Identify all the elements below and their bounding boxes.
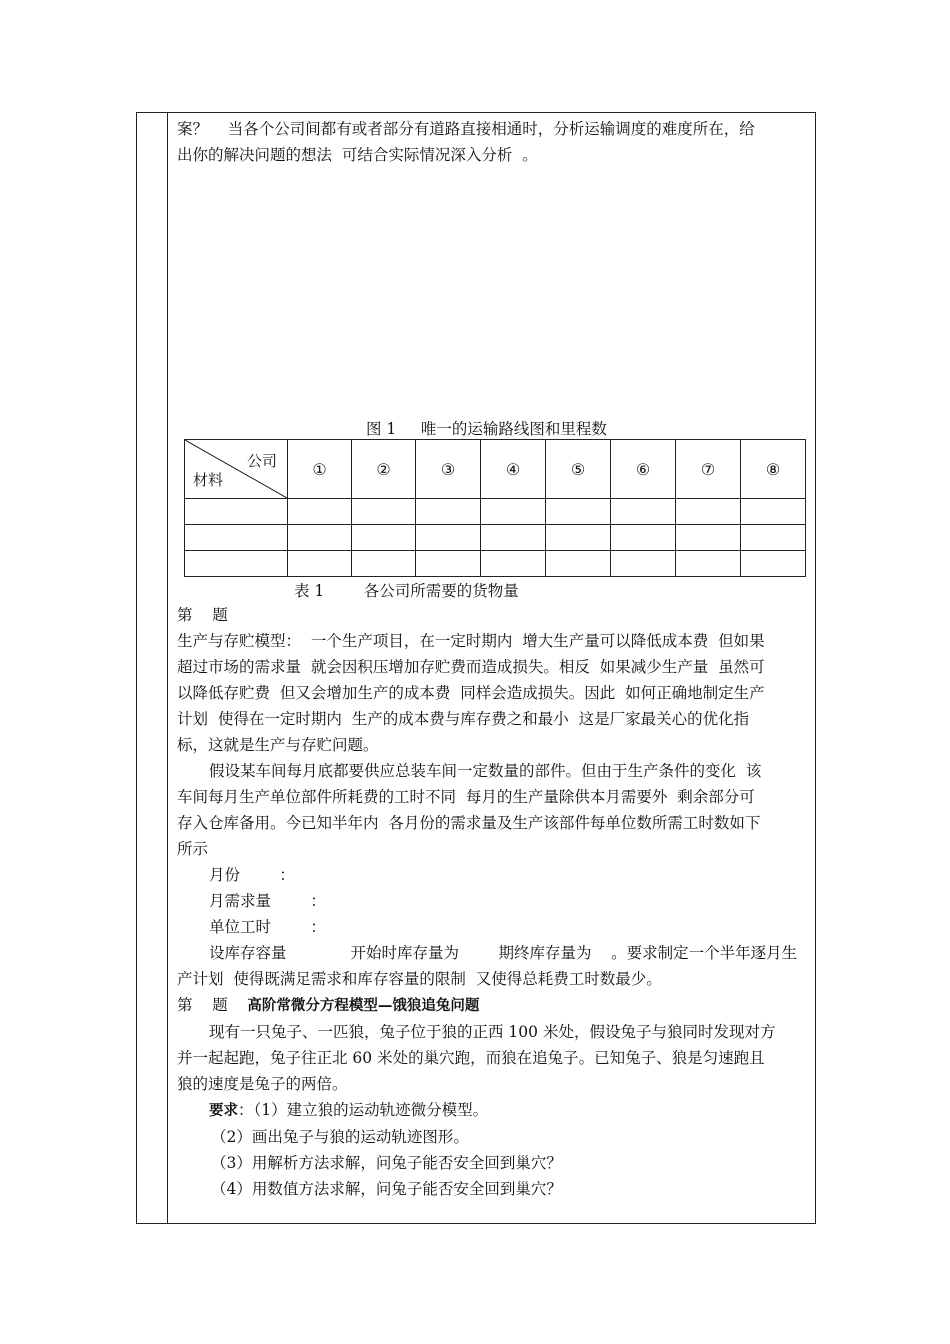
table-row — [185, 525, 806, 551]
column-header: ④ — [481, 440, 546, 499]
data-item: 单位工时 ： — [209, 918, 326, 936]
table-cell — [352, 499, 416, 525]
data-item: 月份 ： — [209, 866, 295, 884]
table-cell — [611, 499, 676, 525]
column-header: ③ — [416, 440, 481, 499]
paragraph-line: 以降低存贮费 但又会增加生产的成本费 同样会造成损失。因此 如何正确地制定生产 — [177, 684, 765, 702]
table-cell — [741, 551, 806, 577]
requirement-item: （2）画出兔子与狼的运动轨迹图形。 — [211, 1128, 469, 1146]
table-cell — [546, 525, 611, 551]
column-header: ⑧ — [741, 440, 806, 499]
table-cell — [741, 499, 806, 525]
table-cell — [676, 551, 741, 577]
table-cell — [185, 499, 288, 525]
paragraph-line: 设库存容量 开始时库存量为 期终库存量为 。要求制定一个半年逐月生 — [209, 944, 798, 962]
paragraph-line: 现有一只兔子、一匹狼，兔子位于狼的正西 100 米处，假设兔子与狼同时发现对方 — [209, 1023, 776, 1041]
table-cell — [611, 551, 676, 577]
paragraph-line: 所示 — [177, 840, 209, 858]
paragraph-line: 并一起起跑，兔子往正北 60 米处的巢穴跑，而狼在追兔子。已知兔子、狼是匀速跑且 — [177, 1049, 765, 1067]
intro-line: 案？ 当各个公司间都有或者部分有道路直接相通时，分析运输调度的难度所在，给 — [177, 120, 755, 138]
column-divider — [167, 112, 168, 1224]
requirement-item: （4）用数值方法求解，问兔子能否安全回到巢穴？ — [211, 1180, 562, 1198]
requirement-text: ：（1）建立狼的运动轨迹微分模型。 — [238, 1101, 489, 1119]
figure-1-caption: 图 1 唯一的运输路线图和里程数 — [366, 420, 607, 438]
table-cell — [288, 525, 352, 551]
column-header: ① — [288, 440, 352, 499]
table-cell — [546, 551, 611, 577]
table-cell — [352, 551, 416, 577]
section-a — [177, 602, 809, 1202]
table-row — [185, 551, 806, 577]
paragraph-line: 存入仓库备用。今已知半年内 各月份的需求量及生产该部件每单位数所需工时数如下 — [177, 814, 761, 832]
table-cell — [288, 499, 352, 525]
table-1-caption: 表 1 各公司所需要的货物量 — [294, 582, 519, 600]
table-cell — [676, 525, 741, 551]
paragraph-line: 狼的速度是兔子的两倍。 — [177, 1075, 348, 1093]
table-cell — [185, 551, 288, 577]
paragraph-line: 产计划 使得既满足需求和库存容量的限制 又使得总耗费工时数最少。 — [177, 970, 662, 988]
intro-block — [177, 116, 809, 168]
requirement-item — [177, 1097, 809, 1124]
column-header: ⑥ — [611, 440, 676, 499]
section-b-heading — [177, 992, 809, 1019]
section-a-heading: 第 题 — [177, 606, 228, 624]
table-cell — [481, 551, 546, 577]
column-header: ⑦ — [676, 440, 741, 499]
section-b-title: 高阶常微分方程模型—饿狼追兔问题 — [247, 998, 480, 1014]
table-cell — [416, 551, 481, 577]
paragraph-line: 标，这就是生产与存贮问题。 — [177, 736, 379, 754]
paragraph-line: 生产与存贮模型： 一个生产项目，在一定时期内 增大生产量可以降低成本费 但如果 — [177, 632, 765, 650]
table-cell — [481, 525, 546, 551]
intro-line: 出你的解决问题的想法 可结合实际情况深入分析 。 — [177, 146, 538, 164]
table-cell — [185, 525, 288, 551]
table-cell — [352, 525, 416, 551]
requirement-item: （3）用解析方法求解，问兔子能否安全回到巢穴？ — [211, 1154, 562, 1172]
column-header: ② — [352, 440, 416, 499]
requirements-label: 要求 — [209, 1103, 238, 1119]
diagonal-header-cell — [185, 440, 288, 499]
table-cell — [546, 499, 611, 525]
section-b-number: 第 题 — [177, 996, 248, 1014]
table-cell — [288, 551, 352, 577]
header-company-label: 公司 — [246, 452, 277, 470]
table-header-row — [185, 440, 806, 499]
table-cell — [416, 525, 481, 551]
paragraph-line: 计划 使得在一定时期内 生产的成本费与库存费之和最小 这是厂家最关心的优化指 — [177, 710, 750, 728]
table-cell — [481, 499, 546, 525]
header-material-label: 材料 — [193, 471, 224, 489]
column-header: ⑤ — [546, 440, 611, 499]
data-item: 月需求量 ： — [209, 892, 326, 910]
goods-table — [184, 439, 806, 577]
table-cell — [676, 499, 741, 525]
table-cell — [416, 499, 481, 525]
table-row — [185, 499, 806, 525]
paragraph-line: 假设某车间每月底都要供应总装车间一定数量的部件。但由于生产条件的变化 该 — [209, 762, 762, 780]
table-cell — [741, 525, 806, 551]
paragraph-line: 超过市场的需求量 就会因积压增加存贮费而造成损失。相反 如果减少生产量 虽然可 — [177, 658, 765, 676]
paragraph-line: 车间每月生产单位部件所耗费的工时不同 每月的生产量除供本月需要外 剩余部分可 — [177, 788, 755, 806]
table-cell — [611, 525, 676, 551]
